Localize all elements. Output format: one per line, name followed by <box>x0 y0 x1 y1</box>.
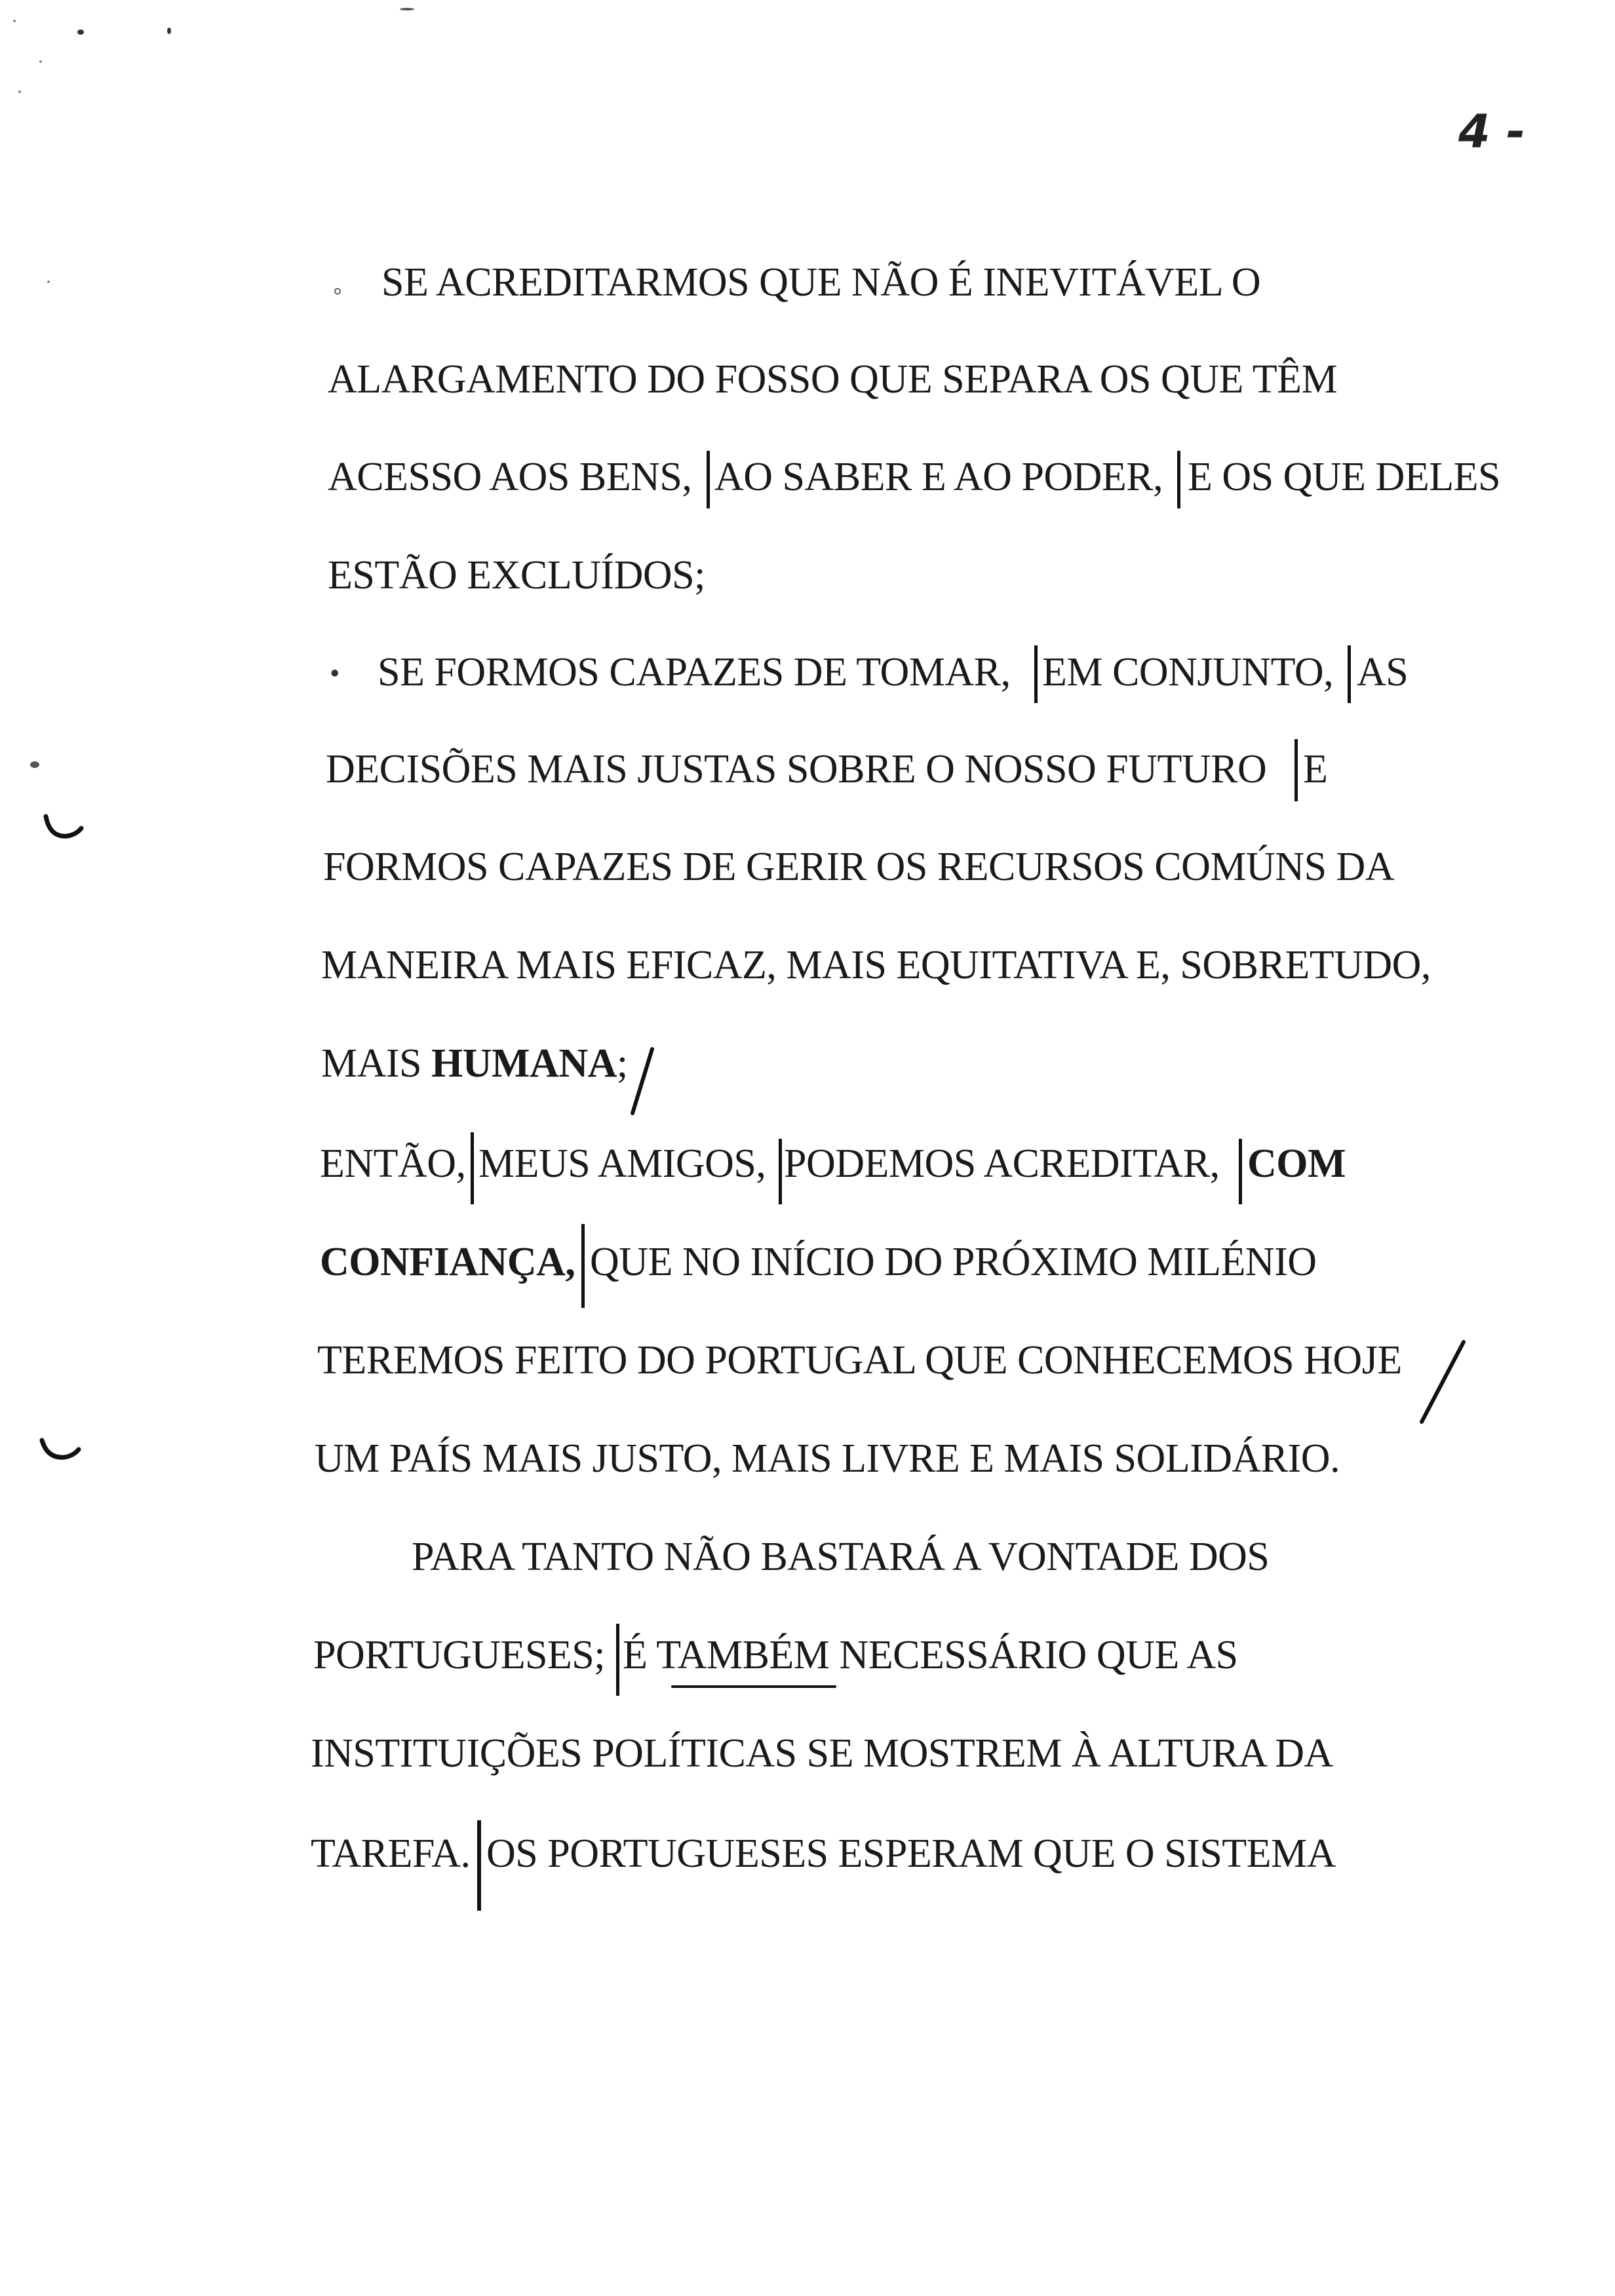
scan-speck <box>18 90 21 93</box>
text-line: TEREMOS FEITO DO PORTUGAL QUE CONHECEMOS HOJE <box>317 1338 1402 1383</box>
text-line: PARA TANTO NÃO BASTARÁ A VONTADE DOS <box>412 1535 1270 1579</box>
pause-mark <box>779 1139 782 1204</box>
stop-slash-mark <box>626 1045 659 1117</box>
text-segment: E <box>1303 747 1328 792</box>
pause-mark <box>1239 1139 1242 1204</box>
emphasis-word: CONFIANÇA, <box>320 1240 575 1284</box>
pause-mark <box>1177 451 1180 508</box>
text-segment: ENTÃO, <box>320 1141 466 1186</box>
emphasis-word: HUMANA <box>431 1041 617 1086</box>
text-segment: ; <box>616 1041 628 1086</box>
text-line-emphasis <box>623 1635 1238 1675</box>
bullet-hollow: ◦ <box>333 276 343 305</box>
pause-mark <box>1348 645 1351 703</box>
text-segment: MEUS AMIGOS, <box>478 1141 766 1186</box>
underlined-word: TAMBÉM <box>656 1633 830 1677</box>
emphasis-word: COM <box>1247 1141 1346 1186</box>
text-segment: PODEMOS ACREDITAR, <box>784 1141 1220 1186</box>
text-line-emphasis <box>321 1043 628 1084</box>
pause-mark <box>471 1132 474 1204</box>
text-segment: TAREFA. <box>311 1831 471 1876</box>
scan-speck <box>77 29 84 35</box>
text-line: INSTITUIÇÕES POLÍTICAS SE MOSTREM À ALTURA DA <box>311 1731 1333 1776</box>
pause-mark <box>1034 645 1038 703</box>
page-number: 4 - <box>1458 105 1526 159</box>
text-segment: DECISÕES MAIS JUSTAS SOBRE O NOSSO FUTURO <box>326 747 1267 792</box>
text-line-emphasis <box>313 1635 605 1675</box>
text-segment: PORTUGUESES; <box>313 1633 606 1677</box>
text-segment: E OS QUE DELES <box>1188 455 1500 499</box>
text-line: UM PAÍS MAIS JUSTO, MAIS LIVRE E MAIS SOLIDÁRIO. <box>315 1436 1340 1481</box>
text-segment: EM CONJUNTO, <box>1042 650 1334 695</box>
text-segment: SE FORMOS CAPAZES DE TOMAR, <box>378 650 1011 695</box>
bullet-solid: • <box>330 657 340 689</box>
text-segment: AS <box>1357 650 1409 695</box>
scan-speck <box>39 60 42 63</box>
margin-mark <box>38 1435 84 1468</box>
text-line: SE ACREDITARMOS QUE NÃO É INEVITÁVEL O <box>381 260 1261 305</box>
scan-speck <box>30 761 39 768</box>
pause-mark <box>707 451 710 508</box>
text-segment: OS PORTUGUESES ESPERAM QUE O SISTEMA <box>486 1831 1336 1876</box>
text-line: MANEIRA MAIS EFICAZ, MAIS EQUITATIVA E, SOBRETUDO, <box>321 943 1431 987</box>
scan-speck <box>13 20 16 22</box>
text-segment: NECESSÁRIO QUE AS <box>829 1633 1238 1677</box>
scan-speck <box>400 8 414 10</box>
stop-slash-mark <box>1412 1337 1471 1428</box>
text-segment: É <box>623 1633 657 1677</box>
margin-mark <box>41 813 87 845</box>
pause-mark <box>616 1624 619 1696</box>
pause-mark <box>1294 739 1298 801</box>
text-segment: MAIS <box>321 1041 432 1086</box>
scan-speck <box>47 280 50 283</box>
text-line: ALARGAMENTO DO FOSSO QUE SEPARA OS QUE TÊM <box>328 357 1338 402</box>
text-line: FORMOS CAPAZES DE GERIR OS RECURSOS COMÚNS DA <box>323 845 1395 889</box>
pause-mark <box>477 1820 481 1911</box>
text-segment: QUE NO INÍCIO DO PRÓXIMO MILÉNIO <box>590 1240 1317 1284</box>
text-segment: AO SABER E AO PODER, <box>714 455 1163 499</box>
pause-mark <box>581 1224 585 1308</box>
scan-speck <box>167 28 171 34</box>
underline-mark <box>671 1685 836 1688</box>
text-segment: ACESSO AOS BENS, <box>328 455 692 499</box>
text-line: ESTÃO EXCLUÍDOS; <box>328 553 705 598</box>
